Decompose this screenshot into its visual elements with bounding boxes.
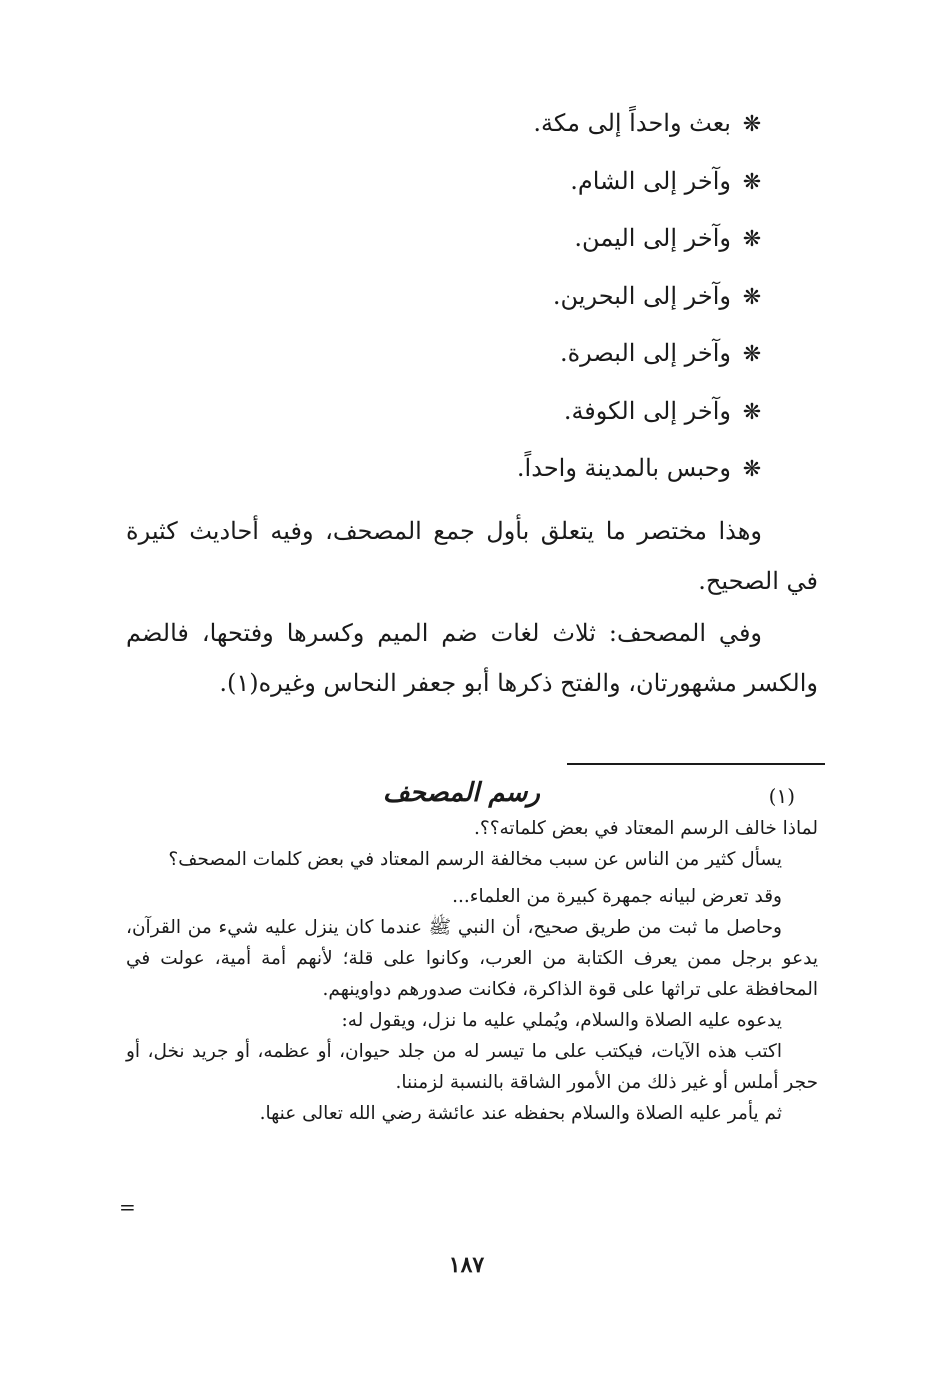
bullet-item xyxy=(263,156,763,214)
bullet-text: وآخر إلى اليمن. xyxy=(574,224,731,252)
bullet-item xyxy=(263,328,763,386)
paragraph-text: وهذا مختصر ما يتعلق بأول جمع المصحف، وفيه أحاديث كثيرة في الصحيح. xyxy=(126,517,818,595)
footnote-header xyxy=(125,778,825,812)
bullet-item xyxy=(263,386,763,444)
asterism-icon: ❋ xyxy=(742,457,762,482)
asterism-icon: ❋ xyxy=(742,399,762,425)
asterism-icon: ❋ xyxy=(742,169,762,195)
footnote-number: (١) xyxy=(768,784,795,808)
bullet-item xyxy=(263,98,763,156)
footnote-line: وحاصل ما ثبت من طريق صحيح، أن النبي ﷺ عندما كان ينزل عليه شيء من القرآن، يدعو برجل ممن يعرف الكتابة من العرب، وكانوا على قلة؛ لأنهم أمة أمية، عولت في المحافظة على تراثها على قوة الذاكرة، فكانت صدورهم دواوينهم. xyxy=(126,917,818,1000)
bullet-text: بعث واحداً إلى مكة. xyxy=(533,109,731,137)
bullet-text: وآخر إلى البصرة. xyxy=(559,339,731,367)
body-paragraph xyxy=(126,608,818,708)
footnote-line: لماذا خالف الرسم المعتاد في بعض كلماته؟؟. xyxy=(474,818,818,839)
asterism-icon: ❋ xyxy=(742,227,762,252)
bullet-text: وآخر إلى الشام. xyxy=(570,166,731,195)
footnote-line: يسأل كثير من الناس عن سبب مخالفة الرسم المعتاد في بعض كلمات المصحف؟ xyxy=(168,849,782,870)
asterism-icon: ❋ xyxy=(742,342,762,367)
body-paragraph xyxy=(126,506,818,606)
footnote-line: ثم يأمر عليه الصلاة والسلام بحفظه عند عائشة رضي الله تعالى عنها. xyxy=(259,1103,782,1124)
page-number: ١٨٧ xyxy=(448,1252,485,1278)
footnote-body xyxy=(126,813,818,1129)
paragraph-text: وفي المصحف: ثلاث لغات ضم الميم وكسرها وفتحها، فالضم والكسر مشهورتان، والفتح ذكرها أبو جعفر النحاس وغيره(١). xyxy=(126,619,818,697)
footnote-line: يدعوه عليه الصلاة والسلام، ويُملي عليه ما نزل، ويقول له: xyxy=(341,1010,782,1031)
bullet-text: وحبس بالمدينة واحداً. xyxy=(516,454,731,482)
footnote-title: رسم المصحف xyxy=(382,778,540,808)
bullet-text: وآخر إلى البحرين. xyxy=(552,281,731,310)
asterism-icon: ❋ xyxy=(742,284,762,310)
bullet-item xyxy=(263,271,763,329)
bullet-text: وآخر إلى الكوفة. xyxy=(563,396,731,425)
footnote-line: اكتب هذه الآيات، فيكتب على ما تيسر له من جلد حيوان، أو عظمه، أو جريد نخل، أو حجر أملس أو غير ذلك من الأمور الشاقة بالنسبة لزمننا. xyxy=(126,1041,818,1093)
bullet-item xyxy=(263,443,763,501)
bullet-list xyxy=(263,98,763,501)
bullet-item xyxy=(263,213,763,271)
footnote-divider xyxy=(567,763,825,765)
asterism-icon: ❋ xyxy=(742,112,762,137)
footnote-line: وقد تعرض لبيانه جمهرة كبيرة من العلماء... xyxy=(452,886,782,907)
continuation-mark: = xyxy=(119,1195,136,1219)
